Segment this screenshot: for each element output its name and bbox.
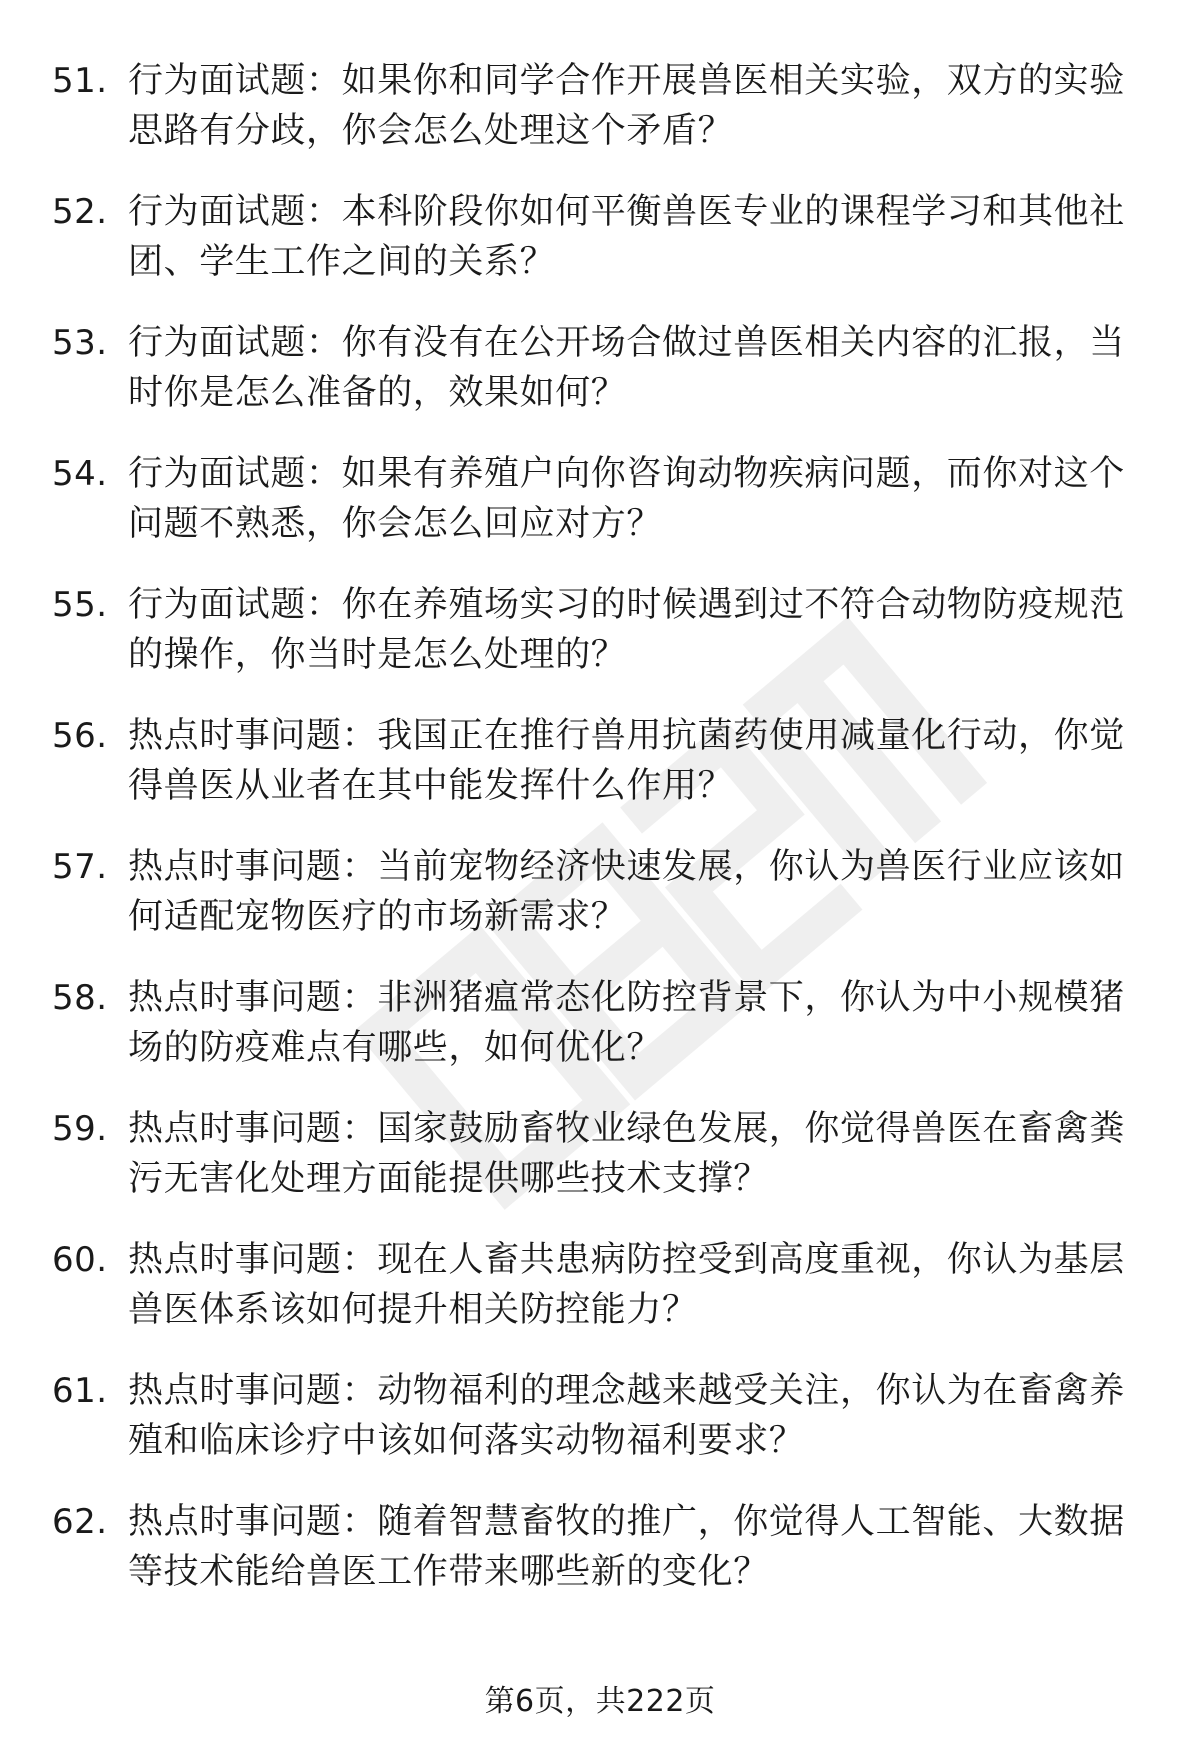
list-item bbox=[0, 1366, 1200, 1497]
question-number: 58. bbox=[52, 978, 108, 1018]
question-number: 51. bbox=[52, 61, 108, 101]
question-number: 57. bbox=[52, 847, 108, 887]
list-item bbox=[0, 449, 1200, 580]
page-number: 第6页，共222页 bbox=[484, 1684, 716, 1719]
question-number: 52. bbox=[52, 192, 108, 232]
question-text: 行为面试题：你有没有在公开场合做过兽医相关内容的汇报，当时你是怎么准备的，效果如何？ bbox=[128, 323, 1125, 413]
question-text: 热点时事问题：我国正在推行兽用抗菌药使用减量化行动，你觉得兽医从业者在其中能发挥什么作用？ bbox=[128, 716, 1125, 806]
list-item bbox=[0, 1104, 1200, 1235]
question-number: 55. bbox=[52, 585, 108, 625]
list-item bbox=[0, 187, 1200, 318]
question-number: 53. bbox=[52, 323, 108, 363]
question-text: 行为面试题：如果有养殖户向你咨询动物疾病问题，而你对这个问题不熟悉，你会怎么回应对方？ bbox=[128, 454, 1125, 544]
question-number: 60. bbox=[52, 1240, 108, 1280]
question-number: 54. bbox=[52, 454, 108, 494]
question-number: 56. bbox=[52, 716, 108, 756]
list-item bbox=[0, 56, 1200, 187]
question-text: 热点时事问题：当前宠物经济快速发展，你认为兽医行业应该如何适配宠物医疗的市场新需求？ bbox=[128, 847, 1125, 937]
list-item bbox=[0, 580, 1200, 711]
question-text: 热点时事问题：动物福利的理念越来越受关注，你认为在畜禽养殖和临床诊疗中该如何落实动物福利要求？ bbox=[128, 1371, 1125, 1461]
question-text: 热点时事问题：国家鼓励畜牧业绿色发展，你觉得兽医在畜禽粪污无害化处理方面能提供哪些技术支撑？ bbox=[128, 1109, 1125, 1199]
question-number: 62. bbox=[52, 1502, 108, 1542]
list-item bbox=[0, 318, 1200, 449]
list-item bbox=[0, 1497, 1200, 1628]
list-item bbox=[0, 711, 1200, 842]
list-item bbox=[0, 842, 1200, 973]
question-text: 行为面试题：你在养殖场实习的时候遇到过不符合动物防疫规范的操作，你当时是怎么处理的？ bbox=[128, 585, 1125, 675]
list-item bbox=[0, 1235, 1200, 1366]
question-text: 热点时事问题：随着智慧畜牧的推广，你觉得人工智能、大数据等技术能给兽医工作带来哪些新的变化？ bbox=[128, 1502, 1125, 1592]
question-text: 行为面试题：本科阶段你如何平衡兽医专业的课程学习和其他社团、学生工作之间的关系？ bbox=[128, 192, 1125, 282]
question-number: 59. bbox=[52, 1109, 108, 1149]
list-item bbox=[0, 973, 1200, 1104]
question-text: 行为面试题：如果你和同学合作开展兽医相关实验，双方的实验思路有分歧，你会怎么处理这个矛盾？ bbox=[128, 61, 1125, 151]
question-number: 61. bbox=[52, 1371, 108, 1411]
question-text: 热点时事问题：非洲猪瘟常态化防控背景下，你认为中小规模猪场的防疫难点有哪些，如何优化？ bbox=[128, 978, 1125, 1068]
question-text: 热点时事问题：现在人畜共患病防控受到高度重视，你认为基层兽医体系该如何提升相关防控能力？ bbox=[128, 1240, 1125, 1330]
question-list bbox=[0, 56, 1200, 1628]
